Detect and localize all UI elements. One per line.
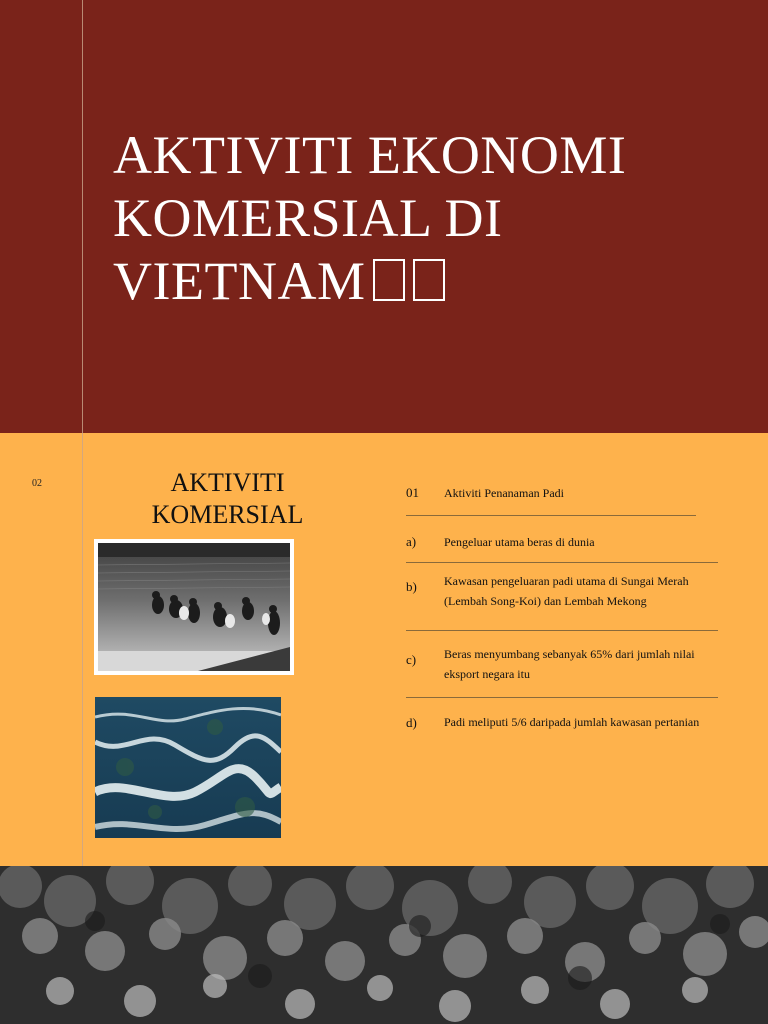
divider (406, 562, 718, 563)
item-marker: 01 (406, 485, 419, 500)
section-title (120, 467, 335, 531)
title-line-3: VIETNAM (113, 251, 366, 311)
title-banner (0, 0, 768, 433)
content-panel (0, 433, 768, 866)
rice-planting-photo (94, 539, 294, 675)
section-title-line-1: AKTIVITI (170, 468, 285, 497)
vertical-divider (82, 0, 83, 866)
forest-photo (0, 866, 768, 1024)
missing-glyph-icon (413, 259, 445, 301)
mekong-river-photo (95, 697, 281, 838)
title-line-2: KOMERSIAL DI (113, 188, 503, 248)
divider (406, 697, 718, 698)
item-marker: b) (406, 579, 417, 594)
missing-glyph-icon (373, 259, 405, 301)
item-marker: c) (406, 652, 417, 667)
item-marker: a) (406, 534, 417, 549)
page-number: 02 (32, 478, 42, 489)
divider (406, 515, 696, 516)
item-text: Pengeluar utama beras di dunia (444, 535, 595, 549)
item-marker: d) (406, 715, 417, 730)
section-title-line-2: KOMERSIAL (151, 500, 304, 529)
divider (406, 630, 718, 631)
title-line-1: AKTIVITI EKONOMI (113, 125, 627, 185)
page-title (113, 124, 753, 313)
item-text: Padi meliputi 5/6 daripada jumlah kawasan pertanian (444, 715, 700, 729)
item-text: Kawasan pengeluaran padi utama di Sungai Merah (Lembah Song-Koi) dan Lembah Mekong (444, 574, 689, 608)
item-text: Aktiviti Penanaman Padi (444, 486, 564, 500)
item-text: Beras menyumbang sebanyak 65% dari jumlah nilai eksport negara itu (444, 647, 695, 681)
